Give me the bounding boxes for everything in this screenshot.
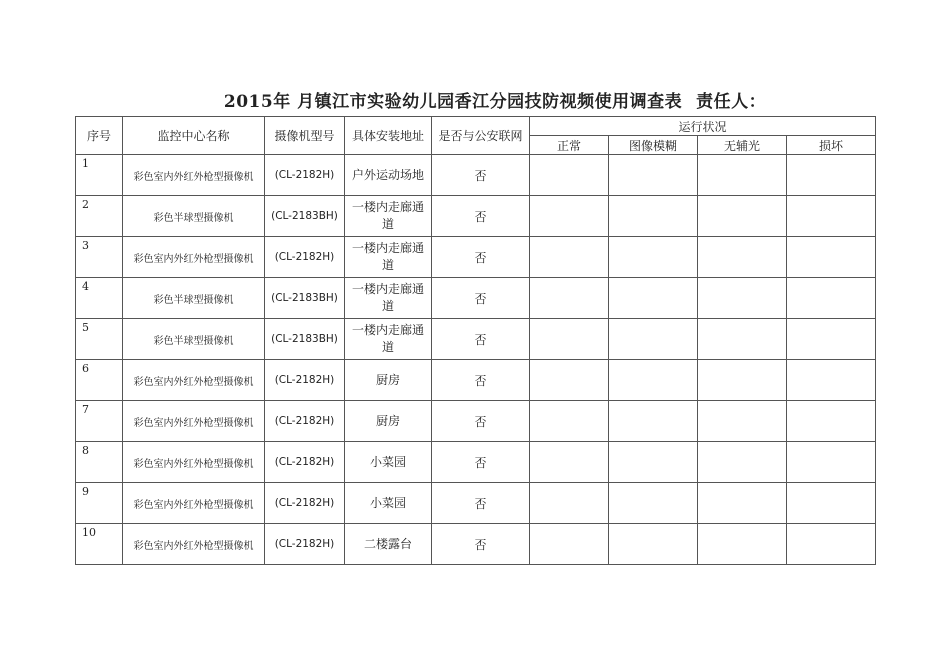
row-status-damaged-cell (787, 442, 876, 483)
row-center-name: 彩色室内外红外枪型摄像机 (123, 483, 265, 524)
row-center-name: 彩色室内外红外枪型摄像机 (123, 442, 265, 483)
header-status-normal: 正常 (530, 136, 609, 155)
table-row (76, 524, 876, 565)
row-center-name: 彩色半球型摄像机 (123, 319, 265, 360)
row-status-normal-cell (530, 360, 609, 401)
row-center-name: 彩色半球型摄像机 (123, 278, 265, 319)
row-seq: 7 (76, 401, 123, 442)
header-police-network: 是否与公安联网 (432, 117, 530, 155)
row-police-network: 否 (432, 155, 530, 196)
row-status-damaged-cell (787, 360, 876, 401)
row-status-damaged-cell (787, 483, 876, 524)
row-status-no-aux-light-cell (698, 360, 787, 401)
table-row (76, 278, 876, 319)
row-seq: 6 (76, 360, 123, 401)
row-police-network: 否 (432, 278, 530, 319)
header-status-group: 运行状况 (530, 117, 876, 136)
row-seq: 8 (76, 442, 123, 483)
row-center-name: 彩色室内外红外枪型摄像机 (123, 524, 265, 565)
row-status-normal-cell (530, 442, 609, 483)
row-status-no-aux-light-cell (698, 524, 787, 565)
row-location: 二楼露台 (345, 524, 432, 565)
row-status-normal-cell (530, 319, 609, 360)
row-status-blurry-cell (609, 442, 698, 483)
row-police-network: 否 (432, 483, 530, 524)
row-camera-model: (CL-2182H) (265, 237, 345, 278)
row-police-network: 否 (432, 196, 530, 237)
row-location: 一楼内走廊通道 (345, 237, 432, 278)
row-status-damaged-cell (787, 278, 876, 319)
row-status-normal-cell (530, 196, 609, 237)
page-title (0, 87, 950, 112)
row-status-no-aux-light-cell (698, 483, 787, 524)
row-seq: 3 (76, 237, 123, 278)
row-center-name: 彩色室内外红外枪型摄像机 (123, 237, 265, 278)
table-row (76, 442, 876, 483)
row-location: 一楼内走廊通道 (345, 319, 432, 360)
row-seq: 5 (76, 319, 123, 360)
row-location: 厨房 (345, 360, 432, 401)
header-status-damaged: 损坏 (787, 136, 876, 155)
row-camera-model: (CL-2182H) (265, 360, 345, 401)
row-status-blurry-cell (609, 319, 698, 360)
row-status-normal-cell (530, 155, 609, 196)
table-row (76, 360, 876, 401)
row-status-blurry-cell (609, 360, 698, 401)
row-police-network: 否 (432, 360, 530, 401)
table-row (76, 196, 876, 237)
row-status-blurry-cell (609, 483, 698, 524)
row-seq: 9 (76, 483, 123, 524)
row-status-blurry-cell (609, 196, 698, 237)
row-status-no-aux-light-cell (698, 442, 787, 483)
row-location: 厨房 (345, 401, 432, 442)
header-center-name: 监控中心名称 (123, 117, 265, 155)
header-camera-model: 摄像机型号 (265, 117, 345, 155)
row-center-name: 彩色室内外红外枪型摄像机 (123, 401, 265, 442)
row-seq: 4 (76, 278, 123, 319)
row-center-name: 彩色室内外红外枪型摄像机 (123, 360, 265, 401)
row-center-name: 彩色室内外红外枪型摄像机 (123, 155, 265, 196)
row-police-network: 否 (432, 237, 530, 278)
row-status-no-aux-light-cell (698, 155, 787, 196)
row-center-name: 彩色半球型摄像机 (123, 196, 265, 237)
row-police-network: 否 (432, 401, 530, 442)
row-seq: 1 (76, 155, 123, 196)
row-status-damaged-cell (787, 401, 876, 442)
row-status-normal-cell (530, 278, 609, 319)
row-camera-model: (CL-2183BH) (265, 278, 345, 319)
header-status-blurry: 图像模糊 (609, 136, 698, 155)
responsible-label: 责任人： (696, 92, 767, 112)
row-police-network: 否 (432, 319, 530, 360)
row-status-no-aux-light-cell (698, 196, 787, 237)
row-status-damaged-cell (787, 237, 876, 278)
row-police-network: 否 (432, 524, 530, 565)
header-status-no-aux-light: 无辅光 (698, 136, 787, 155)
row-camera-model: (CL-2183BH) (265, 196, 345, 237)
row-status-damaged-cell (787, 155, 876, 196)
row-status-normal-cell (530, 524, 609, 565)
row-status-blurry-cell (609, 524, 698, 565)
row-location: 户外运动场地 (345, 155, 432, 196)
row-camera-model: (CL-2183BH) (265, 319, 345, 360)
row-status-damaged-cell (787, 196, 876, 237)
row-status-no-aux-light-cell (698, 319, 787, 360)
header-location: 具体安装地址 (345, 117, 432, 155)
row-status-normal-cell (530, 237, 609, 278)
row-location: 小菜园 (345, 483, 432, 524)
survey-table (75, 116, 876, 565)
table-row (76, 483, 876, 524)
row-status-no-aux-light-cell (698, 237, 787, 278)
table-title: 2015年 月镇江市实验幼儿园香江分园技防视频使用调查表 (223, 92, 683, 112)
row-location: 一楼内走廊通道 (345, 196, 432, 237)
row-camera-model: (CL-2182H) (265, 442, 345, 483)
table-row (76, 237, 876, 278)
row-status-blurry-cell (609, 401, 698, 442)
row-camera-model: (CL-2182H) (265, 155, 345, 196)
header-seq: 序号 (76, 117, 123, 155)
row-status-damaged-cell (787, 524, 876, 565)
row-seq: 10 (76, 524, 123, 565)
row-status-blurry-cell (609, 278, 698, 319)
row-seq: 2 (76, 196, 123, 237)
row-status-blurry-cell (609, 155, 698, 196)
table-row (76, 319, 876, 360)
row-police-network: 否 (432, 442, 530, 483)
row-status-no-aux-light-cell (698, 278, 787, 319)
table-row (76, 401, 876, 442)
row-status-no-aux-light-cell (698, 401, 787, 442)
table-row (76, 155, 876, 196)
row-location: 小菜园 (345, 442, 432, 483)
row-camera-model: (CL-2182H) (265, 483, 345, 524)
row-location: 一楼内走廊通道 (345, 278, 432, 319)
row-status-normal-cell (530, 401, 609, 442)
row-status-blurry-cell (609, 237, 698, 278)
row-camera-model: (CL-2182H) (265, 401, 345, 442)
row-status-damaged-cell (787, 319, 876, 360)
row-camera-model: (CL-2182H) (265, 524, 345, 565)
row-status-normal-cell (530, 483, 609, 524)
